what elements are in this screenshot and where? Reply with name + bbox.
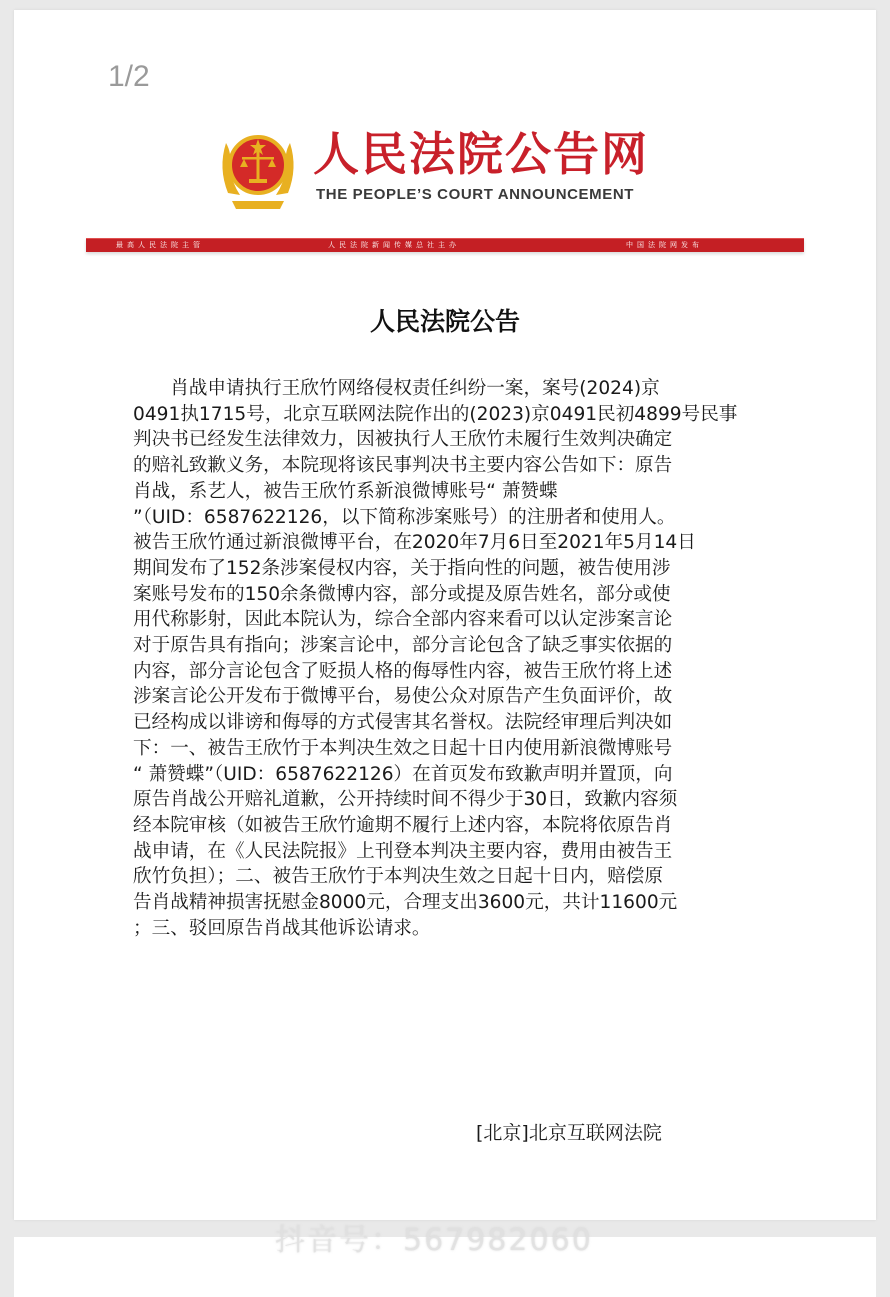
header-banner	[86, 238, 804, 252]
banner-item-organizer: 人民法院新闻传媒总社主办	[328, 241, 460, 249]
notice-line: 0491执1715号，北京互联网法院作出的(2023)京0491民初4899号民事	[133, 403, 738, 425]
notice-line: 战申请，在《人民法院报》上刊登本判决主要内容，费用由被告王	[133, 840, 673, 862]
notice-line: ”（UID：6587622126，以下简称涉案账号）的注册者和使用人。	[133, 506, 676, 528]
notice-line: ；三、驳回原告肖战其他诉讼请求。	[133, 917, 431, 939]
notice-line: 已经构成以诽谤和侮辱的方式侵害其名誉权。法院经审理后判决如	[133, 712, 673, 734]
notice-line: 告肖战精神损害抚慰金8000元，合理支出3600元，共计11600元	[133, 892, 678, 914]
notice-line: 用代称影射，因此本院认为，综合全部内容来看可以认定涉案言论	[133, 609, 673, 631]
notice-line: 的赔礼致歉义务，本院现将该民事判决书主要内容公告如下：原告	[133, 455, 673, 477]
notice-line: 原告肖战公开赔礼道歉，公开持续时间不得少于30日，致歉内容须	[133, 789, 678, 811]
notice-line: 经本院审核（如被告王欣竹逾期不履行上述内容，本院将依原告肖	[133, 814, 673, 836]
court-emblem-icon	[218, 123, 298, 213]
notice-line: 期间发布了152条涉案侵权内容，关于指向性的问题，被告使用涉	[133, 557, 671, 579]
court-signature: [北京]北京互联网法院	[476, 1122, 662, 1144]
notice-line: 对于原告具有指向；涉案言论中，部分言论包含了缺乏事实依据的	[133, 635, 673, 657]
notice-line: 欣竹负担）；二、被告王欣竹于本判决生效之日起十日内，赔偿原	[133, 866, 663, 888]
notice-line: 下：一、被告王欣竹于本判决生效之日起十日内使用新浪微博账号	[133, 737, 673, 759]
site-logo-text: 人民法院公告网	[313, 127, 649, 181]
banner-item-supervisor: 最高人民法院主管	[116, 241, 204, 249]
notice-line: 判决书已经发生法律效力，因被执行人王欣竹未履行生效判决确定	[133, 429, 673, 451]
banner-item-publisher: 中国法院网发布	[626, 241, 703, 249]
notice-line: 内容，部分言论包含了贬损人格的侮辱性内容，被告王欣竹将上述	[133, 660, 673, 682]
notice-line: 肖战申请执行王欣竹网络侵权责任纠纷一案，案号(2024)京	[133, 378, 660, 399]
notice-body	[133, 376, 763, 941]
notice-line: 肖战，系艺人，被告王欣竹系新浪微博账号“ 萧赞蝶	[133, 480, 558, 502]
notice-line: 涉案言论公开发布于微博平台，易使公众对原告产生负面评价，故	[133, 686, 673, 708]
notice-line: “ 萧赞蝶”（UID：6587622126）在首页发布致歉声明并置顶，向	[133, 763, 673, 785]
notice-line: 案账号发布的150余条微博内容，部分或提及原告姓名，部分或使	[133, 583, 671, 605]
notice-line: 被告王欣竹通过新浪微博平台，在2020年7月6日至2021年5月14日	[133, 532, 696, 554]
notice-title: 人民法院公告	[369, 307, 520, 336]
page-indicator: 1/2	[108, 60, 150, 93]
site-logo-subtitle: THE PEOPLE’S COURT ANNOUNCEMENT	[316, 186, 635, 203]
watermark: 抖音号：567982060	[275, 1223, 593, 1258]
